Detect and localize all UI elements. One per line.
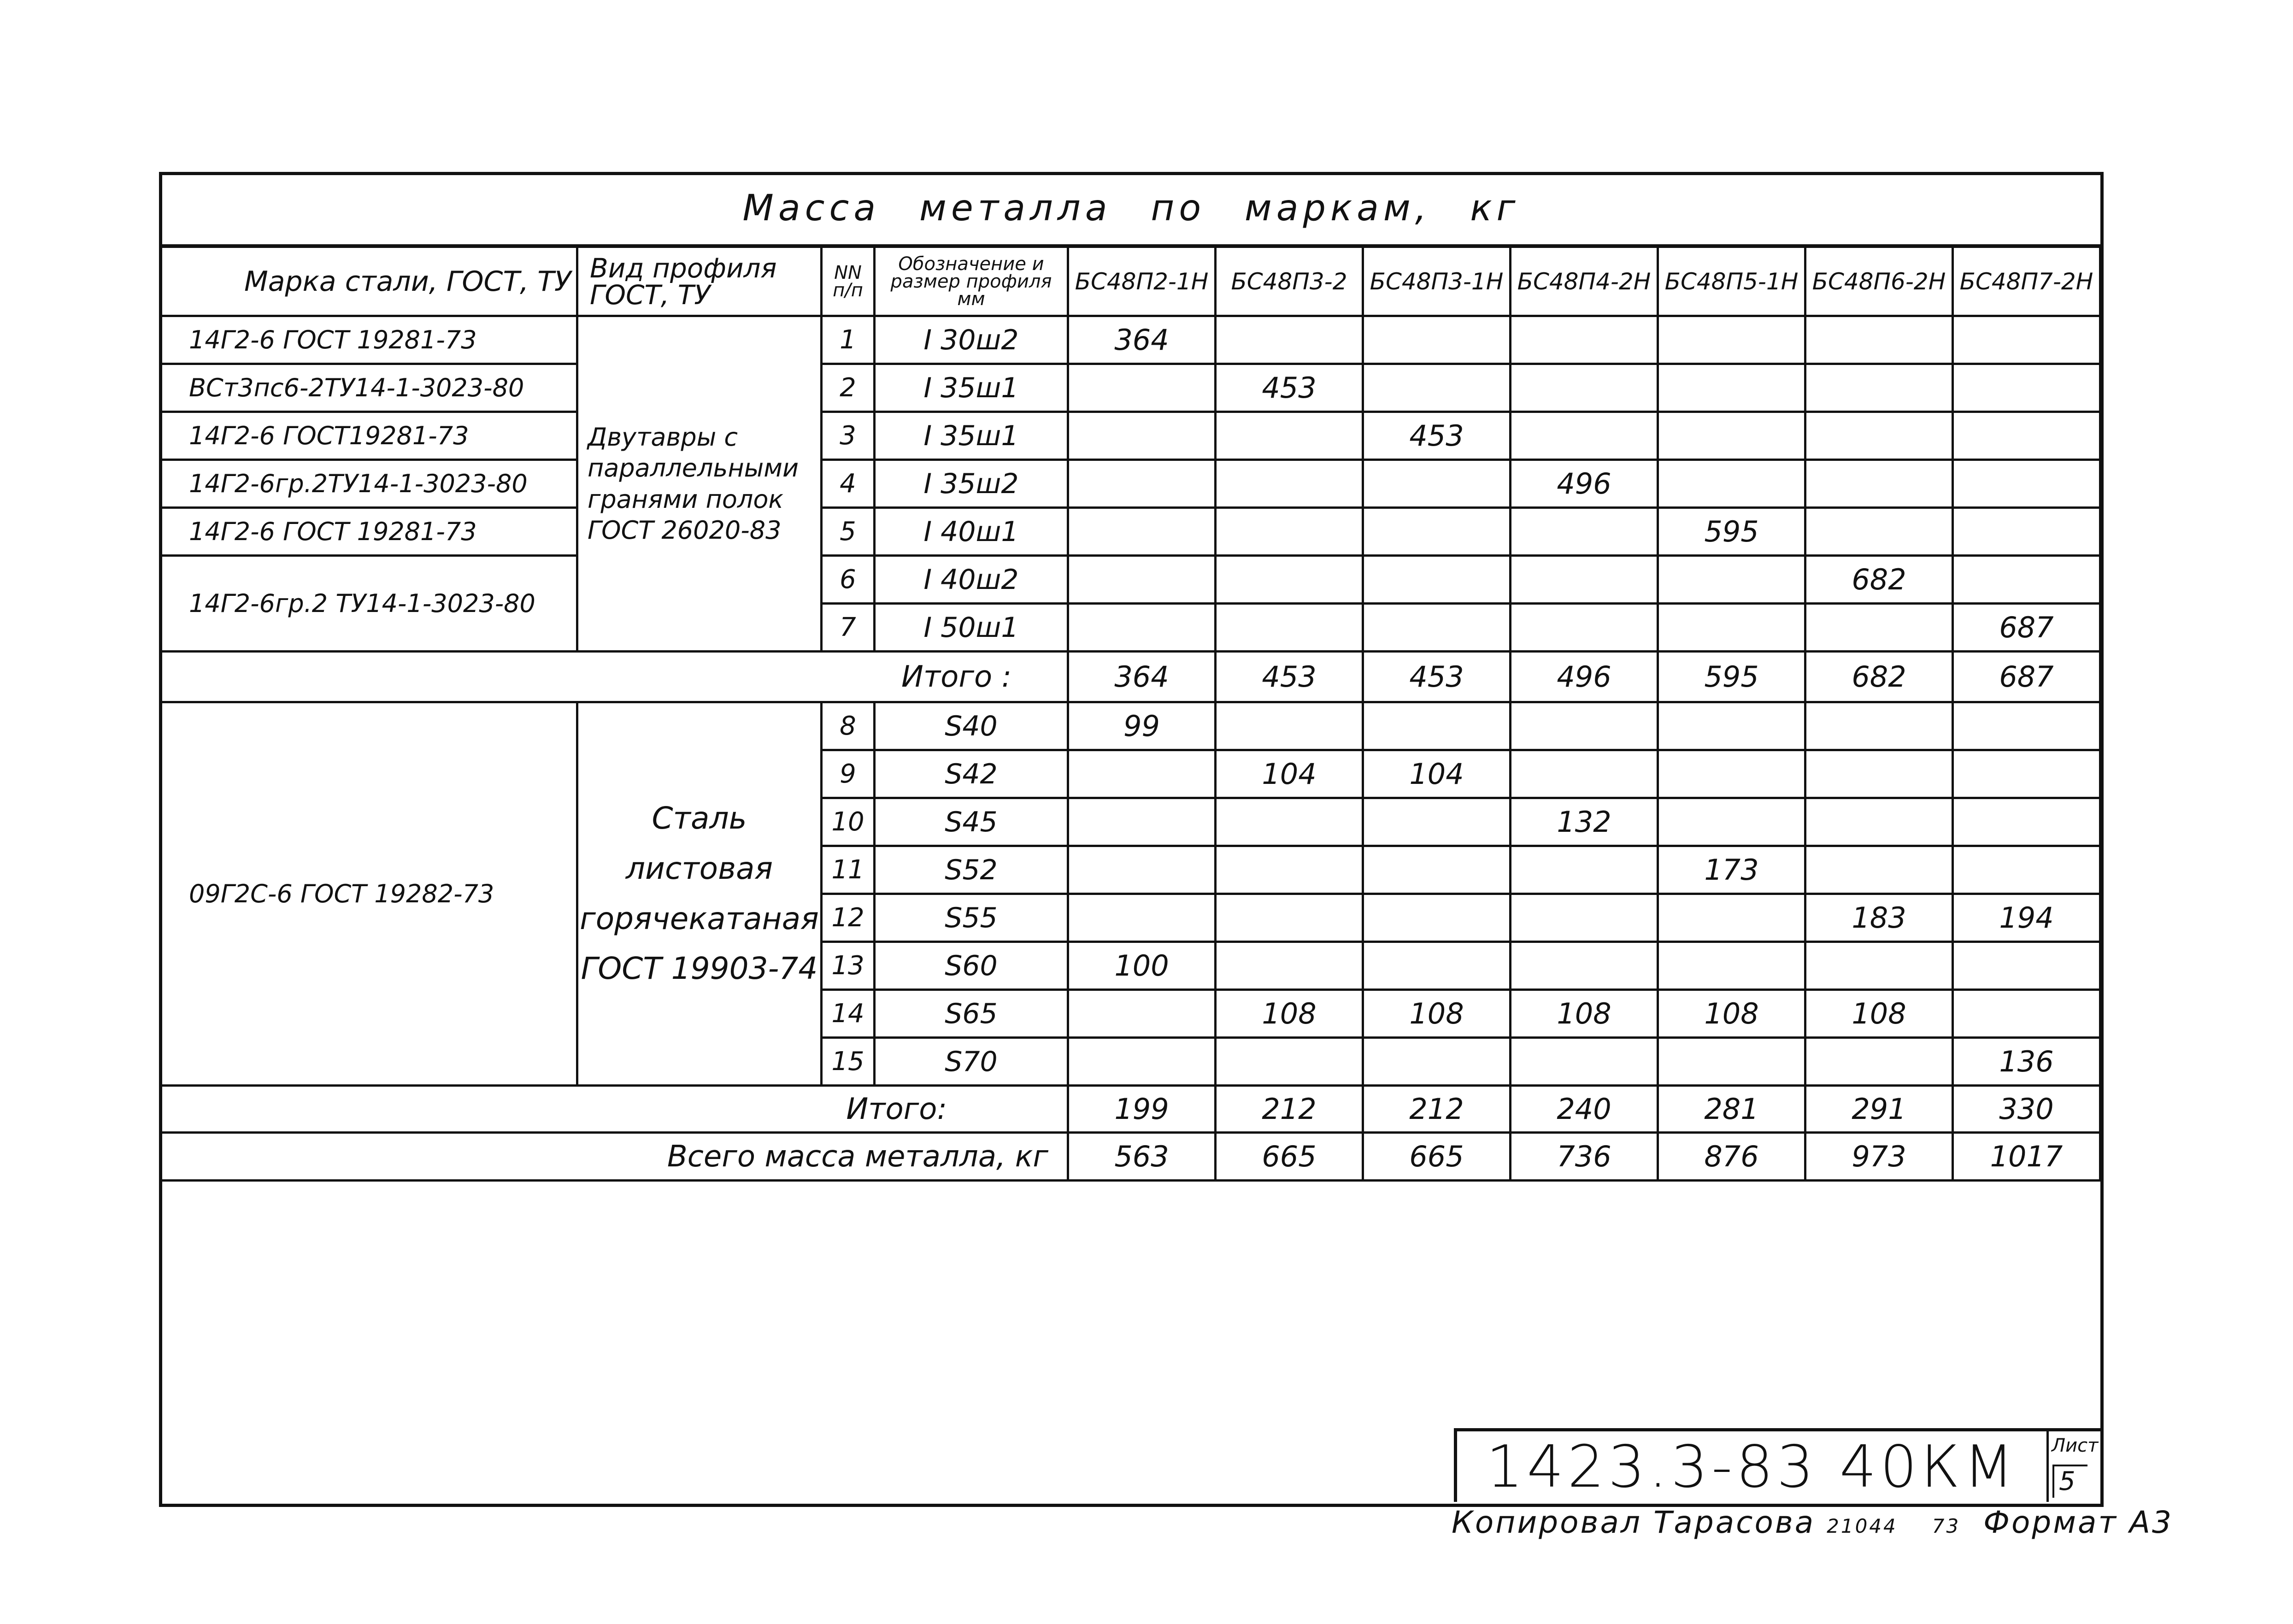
mass-cell xyxy=(1511,316,1658,364)
mass-cell xyxy=(1953,846,2100,894)
mass-cell xyxy=(1068,604,1216,652)
mass-cell xyxy=(1805,750,1953,798)
steel-grade: 09Г2С-6 ГОСТ 19282-73 xyxy=(160,702,577,1086)
header-mark: БС48П3-2 xyxy=(1216,247,1363,316)
steel-grade: ВСт3пс6-2ТУ14-1-3023-80 xyxy=(160,364,577,412)
mass-cell: 595 xyxy=(1658,508,1805,556)
table-title: Масса металла по маркам, кг xyxy=(159,172,2104,247)
subtotal-label: Итого : xyxy=(160,652,1068,702)
row-number: 3 xyxy=(822,412,875,460)
profile-size: I 40ш1 xyxy=(875,508,1068,556)
mass-cell xyxy=(1805,1038,1953,1086)
subtotal-cell: 291 xyxy=(1805,1086,1953,1133)
mass-cell xyxy=(1805,846,1953,894)
profile-size: I 35ш1 xyxy=(875,412,1068,460)
footer-note xyxy=(1452,1505,2173,1540)
subtotal-label: Итого: xyxy=(160,1086,1068,1133)
subtotal-cell: 595 xyxy=(1658,652,1805,702)
profile-line: Сталь xyxy=(652,800,747,836)
mass-cell xyxy=(1805,798,1953,846)
mass-cell xyxy=(1068,460,1216,508)
mass-cell: 104 xyxy=(1216,750,1363,798)
row-number: 13 xyxy=(822,942,875,990)
sheet-number: 5 xyxy=(2052,1465,2087,1498)
mass-cell xyxy=(1216,894,1363,942)
mass-cell: 100 xyxy=(1068,942,1216,990)
subtotal-cell: 281 xyxy=(1658,1086,1805,1133)
mass-cell xyxy=(1068,990,1216,1038)
mass-cell xyxy=(1953,508,2100,556)
mass-cell xyxy=(1805,460,1953,508)
profile-size: S45 xyxy=(875,798,1068,846)
header-mark: БС48П2-1Н xyxy=(1068,247,1216,316)
mass-cell xyxy=(1363,702,1511,750)
sheet-number-box xyxy=(2046,1428,2104,1502)
mass-cell xyxy=(1511,364,1658,412)
mass-cell xyxy=(1216,556,1363,604)
grand-total-cell: 876 xyxy=(1658,1133,1805,1181)
header-profile-type: Вид профиля ГОСТ, ТУ xyxy=(577,247,822,316)
profile-size: I 35ш2 xyxy=(875,460,1068,508)
mass-cell: 99 xyxy=(1068,702,1216,750)
mass-cell xyxy=(1953,556,2100,604)
mass-cell xyxy=(1363,1038,1511,1086)
mass-cell xyxy=(1068,798,1216,846)
profile-line: горячекатаная xyxy=(580,900,819,936)
row-number: 9 xyxy=(822,750,875,798)
profile-size: I 40ш2 xyxy=(875,556,1068,604)
mass-cell xyxy=(1805,364,1953,412)
row-number: 15 xyxy=(822,1038,875,1086)
profile-size: S65 xyxy=(875,990,1068,1038)
header-steel: Марка стали, ГОСТ, ТУ xyxy=(160,247,577,316)
subtotal-cell: 496 xyxy=(1511,652,1658,702)
steel-grade: 14Г2-6 ГОСТ 19281-73 xyxy=(160,316,577,364)
header-mark: БС48П3-1Н xyxy=(1363,247,1511,316)
mass-cell xyxy=(1511,894,1658,942)
mass-cell xyxy=(1068,750,1216,798)
mass-cell xyxy=(1953,798,2100,846)
grand-total-label: Всего масса металла, кг xyxy=(160,1133,1068,1181)
row-number: 12 xyxy=(822,894,875,942)
mass-cell xyxy=(1953,460,2100,508)
profile-size: I 30ш2 xyxy=(875,316,1068,364)
mass-cell xyxy=(1363,316,1511,364)
mass-cell xyxy=(1658,316,1805,364)
profile-size: S55 xyxy=(875,894,1068,942)
header-mark: БС48П7-2Н xyxy=(1953,247,2100,316)
mass-cell xyxy=(1068,1038,1216,1086)
mass-cell: 108 xyxy=(1511,990,1658,1038)
mass-cell xyxy=(1068,508,1216,556)
mass-cell xyxy=(1805,508,1953,556)
mass-cell xyxy=(1216,412,1363,460)
mass-cell xyxy=(1658,412,1805,460)
grand-total-cell: 973 xyxy=(1805,1133,1953,1181)
mass-cell xyxy=(1363,508,1511,556)
grand-total-cell: 563 xyxy=(1068,1133,1216,1181)
header-mark: БС48П5-1Н xyxy=(1658,247,1805,316)
row-number: 8 xyxy=(822,702,875,750)
mass-cell xyxy=(1216,798,1363,846)
row-number: 10 xyxy=(822,798,875,846)
subtotal-cell: 199 xyxy=(1068,1086,1216,1133)
mass-cell xyxy=(1216,702,1363,750)
mass-cell: 173 xyxy=(1658,846,1805,894)
sheet-label: Лист xyxy=(2052,1435,2099,1456)
mass-cell xyxy=(1658,942,1805,990)
mass-cell xyxy=(1658,702,1805,750)
grand-total-cell: 665 xyxy=(1216,1133,1363,1181)
mass-cell xyxy=(1805,942,1953,990)
row-number: 7 xyxy=(822,604,875,652)
mass-cell xyxy=(1953,412,2100,460)
subtotal-cell: 212 xyxy=(1216,1086,1363,1133)
profile-size: S40 xyxy=(875,702,1068,750)
mass-cell xyxy=(1216,846,1363,894)
mass-cell xyxy=(1511,412,1658,460)
steel-grade: 14Г2-6гр.2 ТУ14-1-3023-80 xyxy=(160,556,577,652)
profile-type: Двутавры с параллельными гранями полок ГОСТ 26020-83 xyxy=(577,316,822,652)
steel-grade: 14Г2-6гр.2ТУ14-1-3023-80 xyxy=(160,460,577,508)
row-number: 4 xyxy=(822,460,875,508)
mass-cell: 108 xyxy=(1363,990,1511,1038)
subtotal-cell: 453 xyxy=(1363,652,1511,702)
mass-cell xyxy=(1216,316,1363,364)
order-number: 21044 xyxy=(1827,1515,1898,1537)
mass-cell xyxy=(1953,702,2100,750)
grand-total-cell: 665 xyxy=(1363,1133,1511,1181)
mass-cell: 496 xyxy=(1511,460,1658,508)
header-mark: БС48П4-2Н xyxy=(1511,247,1658,316)
mass-cell xyxy=(1658,798,1805,846)
mass-cell xyxy=(1068,556,1216,604)
mass-cell xyxy=(1511,556,1658,604)
mass-cell xyxy=(1216,604,1363,652)
mass-cell xyxy=(1511,750,1658,798)
mass-cell: 364 xyxy=(1068,316,1216,364)
mass-cell xyxy=(1953,364,2100,412)
mass-cell xyxy=(1363,364,1511,412)
mass-cell: 194 xyxy=(1953,894,2100,942)
mass-cell xyxy=(1953,750,2100,798)
profile-size: S60 xyxy=(875,942,1068,990)
header-profile-size: Обозначение и размер профиля мм xyxy=(875,247,1068,316)
steel-grade: 14Г2-6 ГОСТ 19281-73 xyxy=(160,508,577,556)
mass-cell xyxy=(1511,508,1658,556)
mass-cell xyxy=(1511,604,1658,652)
mass-cell xyxy=(1658,1038,1805,1086)
profile-size: I 35ш1 xyxy=(875,364,1068,412)
header-nn: NN п/п xyxy=(822,247,875,316)
mass-cell xyxy=(1805,412,1953,460)
mass-cell: 682 xyxy=(1805,556,1953,604)
mass-cell: 453 xyxy=(1216,364,1363,412)
subtotal-cell: 682 xyxy=(1805,652,1953,702)
row-number: 1 xyxy=(822,316,875,364)
mass-cell xyxy=(1953,942,2100,990)
subtotal-cell: 453 xyxy=(1216,652,1363,702)
header-mark: БС48П6-2Н xyxy=(1805,247,1953,316)
steel-grade: 14Г2-6 ГОСТ19281-73 xyxy=(160,412,577,460)
mass-cell: 108 xyxy=(1805,990,1953,1038)
mass-cell xyxy=(1216,1038,1363,1086)
mass-cell xyxy=(1068,412,1216,460)
mass-cell: 132 xyxy=(1511,798,1658,846)
metal-mass-table xyxy=(159,246,2101,1182)
mass-cell xyxy=(1658,364,1805,412)
mass-cell xyxy=(1363,846,1511,894)
mass-cell xyxy=(1363,604,1511,652)
profile-size: S42 xyxy=(875,750,1068,798)
mass-cell xyxy=(1068,846,1216,894)
mass-cell xyxy=(1953,990,2100,1038)
mass-cell xyxy=(1363,798,1511,846)
subtotal-cell: 364 xyxy=(1068,652,1216,702)
paper-format: Формат А3 xyxy=(1983,1505,2174,1540)
mass-cell xyxy=(1805,604,1953,652)
mass-cell xyxy=(1068,364,1216,412)
mass-cell: 108 xyxy=(1658,990,1805,1038)
mass-cell: 453 xyxy=(1363,412,1511,460)
row-number: 11 xyxy=(822,846,875,894)
footer-number: 73 xyxy=(1932,1515,1961,1537)
mass-cell xyxy=(1805,702,1953,750)
mass-cell xyxy=(1363,894,1511,942)
grand-total-cell: 1017 xyxy=(1953,1133,2100,1181)
row-number: 5 xyxy=(822,508,875,556)
mass-cell xyxy=(1216,508,1363,556)
mass-cell xyxy=(1216,460,1363,508)
mass-cell: 104 xyxy=(1363,750,1511,798)
profile-line: листовая xyxy=(625,850,773,886)
mass-cell xyxy=(1953,316,2100,364)
mass-cell xyxy=(1511,702,1658,750)
mass-cell xyxy=(1511,846,1658,894)
profile-size: S70 xyxy=(875,1038,1068,1086)
row-number: 14 xyxy=(822,990,875,1038)
profile-type xyxy=(577,702,822,1086)
mass-cell xyxy=(1511,1038,1658,1086)
subtotal-cell: 687 xyxy=(1953,652,2100,702)
mass-cell xyxy=(1658,750,1805,798)
mass-cell xyxy=(1658,604,1805,652)
profile-line: ГОСТ 19903-74 xyxy=(581,951,818,987)
mass-cell xyxy=(1658,460,1805,508)
row-number: 6 xyxy=(822,556,875,604)
mass-cell xyxy=(1805,316,1953,364)
mass-cell: 183 xyxy=(1805,894,1953,942)
row-number: 2 xyxy=(822,364,875,412)
mass-cell xyxy=(1216,942,1363,990)
mass-cell xyxy=(1068,894,1216,942)
mass-cell xyxy=(1511,942,1658,990)
subtotal-cell: 330 xyxy=(1953,1086,2100,1133)
mass-cell xyxy=(1363,556,1511,604)
copied-by: Копировал Тарасова xyxy=(1452,1505,1816,1540)
mass-cell xyxy=(1363,942,1511,990)
grand-total-cell: 736 xyxy=(1511,1133,1658,1181)
document-code: 1423.3-83 40КМ xyxy=(1454,1428,2046,1502)
subtotal-cell: 212 xyxy=(1363,1086,1511,1133)
mass-cell xyxy=(1658,894,1805,942)
subtotal-cell: 240 xyxy=(1511,1086,1658,1133)
profile-size: S52 xyxy=(875,846,1068,894)
mass-cell xyxy=(1363,460,1511,508)
mass-cell: 108 xyxy=(1216,990,1363,1038)
mass-cell: 136 xyxy=(1953,1038,2100,1086)
mass-cell xyxy=(1658,556,1805,604)
profile-size: I 50ш1 xyxy=(875,604,1068,652)
mass-cell: 687 xyxy=(1953,604,2100,652)
